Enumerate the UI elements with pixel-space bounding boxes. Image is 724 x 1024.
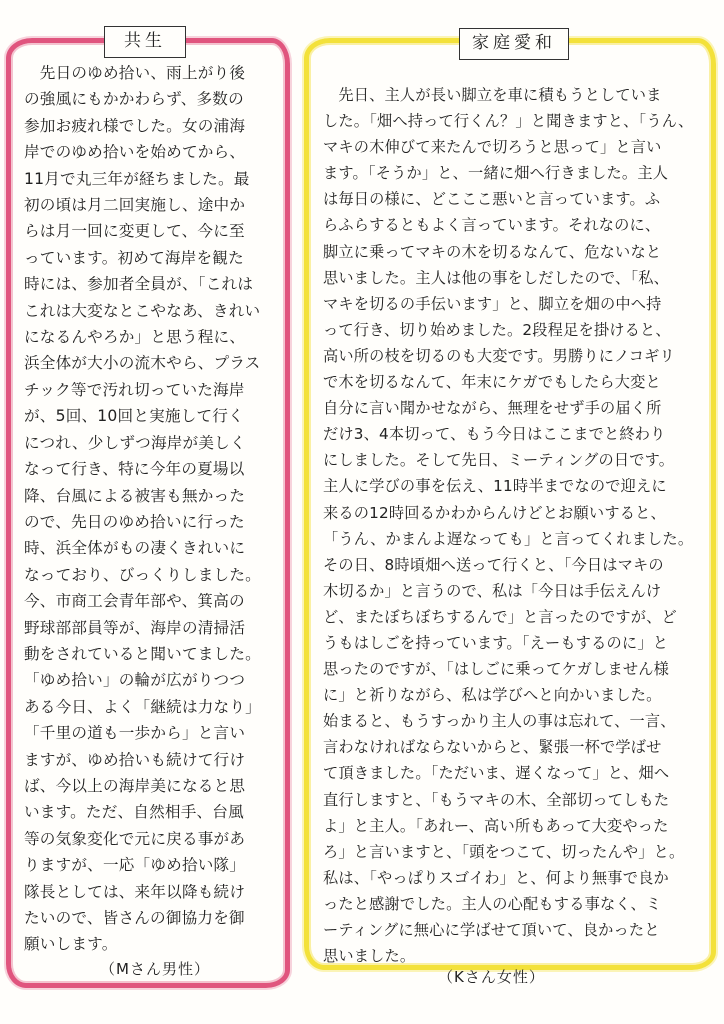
text-line: した。「畑へ持って行くん？」と聞きますと、「うん、: [323, 112, 694, 131]
left-column-body: [24, 60, 280, 958]
text-line: らは月一回に変更して、今に至: [24, 222, 245, 241]
text-line: に」と祈りながら、私は学びへと向かいました。: [323, 686, 662, 705]
text-line: 隊長としては、来年以降も続け: [24, 882, 246, 901]
text-line: ので、先日のゆめ拾いに行った: [24, 512, 245, 531]
text-line: 言わなければならないからと、緊張一杯で学ばせ: [323, 738, 662, 757]
text-line: マキの木伸びて来たんで切ろうと思って」と言い: [323, 138, 662, 157]
text-line: 動をされていると聞いてました。: [24, 644, 261, 663]
text-line: います。ただ、自然相手、台風: [24, 803, 244, 822]
text-line: よ」と主人。「あれー、高い所もあって大変やった: [323, 816, 669, 835]
left-column-signature: （Mさん男性）: [100, 960, 210, 978]
text-line: が、5回、10回と実施して行く: [24, 407, 244, 426]
text-line: なって行き、特に今年の夏場以: [24, 460, 245, 479]
text-line: これは大変なとこやなあ、きれい: [24, 301, 261, 320]
text-line: その日、8時頃畑へ送って行くと、「今日はマキの: [323, 555, 664, 574]
text-line: 参加お疲れ様でした。女の浦海: [24, 116, 246, 135]
text-line: 11月で丸三年が経ちました。最: [24, 169, 250, 188]
text-line: 私は、「やっぱりスゴイわ」と、何より無事で良か: [323, 868, 669, 887]
text-line: 来るの12時回るかわからんけどとお願いすると、: [323, 503, 666, 522]
text-line: チック等で汚れ切っていた海岸: [24, 380, 245, 399]
text-line: っています。初めて海岸を観た: [24, 248, 244, 267]
text-line: にしました。そして先日、ミーティングの日です。: [323, 451, 675, 470]
right-column-title: 家庭愛和: [459, 28, 569, 60]
text-line: 野球部部員等が、海岸の清掃活: [24, 618, 246, 637]
text-line: の強風にもかかわらず、多数の: [24, 90, 244, 109]
text-line: 岸でのゆめ拾いを始めてから、: [24, 143, 246, 162]
text-line: で木を切るなんて、年末にケガでもしたら大変と: [323, 373, 661, 392]
text-line: ーティングに無心に学ばせて頂いて、良かったと: [323, 921, 660, 939]
text-line: になるんやろか」と思う程に、: [24, 328, 246, 347]
text-line: って行き、切り始めました。2段程足を掛けると、: [323, 320, 671, 339]
text-line: 高い所の枝を切るのも大変です。男勝りにノコギリ: [323, 346, 675, 365]
text-line: ます。「そうか」と、一緒に畑へ行きました。主人: [323, 164, 669, 183]
left-column-title: 共生: [104, 26, 186, 58]
text-line: 浜全体が大小の流木やら、プラス: [24, 354, 261, 373]
text-line: 思いました。: [323, 947, 416, 966]
text-line: 願いします。: [24, 935, 118, 954]
text-line: 時には、参加者全員が、「これは: [24, 275, 254, 294]
text-line: りますが、一応「ゆめ拾い隊」: [24, 856, 246, 875]
text-line: ど、またぼちぼちするんで」と言ったのですが、ど: [323, 607, 677, 626]
text-line: 自分に言い聞かせながら、無理をせず手の届く所: [323, 399, 662, 418]
text-line: マキを切るの手伝います」と、脚立を畑の中へ持: [323, 294, 662, 313]
text-line: なっており、びっくりしました。: [24, 565, 261, 584]
text-line: て頂きました。「ただいま、遅くなって」と、畑へ: [323, 764, 670, 783]
text-line: 先日のゆめ拾い、雨上がり後: [24, 64, 246, 82]
text-line: ある今日、よく「継続は力なり」: [24, 697, 261, 716]
right-column-body: [323, 82, 709, 969]
text-line: 脚立に乗ってマキの木を切るなんて、危ないなと: [323, 242, 662, 261]
text-line: ったと感謝でした。主人の心配もする事なく、ミ: [323, 894, 662, 913]
text-line: ろ」と言いますと、「頭をつこて、切ったんや」と。: [323, 842, 685, 861]
text-line: 直行しますと、「もうマキの木、全部切ってしもた: [323, 790, 670, 809]
text-line: 「ゆめ拾い」の輪が広がりつつ: [24, 671, 246, 690]
text-line: 思ったのですが、「はしごに乗ってケガしません様: [323, 660, 670, 679]
text-line: 等の気象変化で元に戻る事があ: [24, 829, 246, 848]
text-line: ば、今以上の海岸美になると思: [24, 776, 246, 795]
text-line: 「うん、かまんよ遅なっても」と言ってくれました。: [323, 529, 694, 548]
text-line: 「千里の道も一歩から」と言い: [24, 724, 246, 743]
text-line: につれ、少しずつ海岸が美しく: [24, 433, 246, 452]
right-column-signature: （Kさん女性）: [438, 968, 545, 986]
text-line: だけ3、4本切って、もう今日はここまでと終わり: [323, 425, 666, 444]
text-line: は毎日の様に、どこここ悪いと言っています。ふ: [323, 190, 661, 209]
text-line: 時、浜全体がもの凄くきれいに: [24, 539, 246, 558]
text-line: 始まると、もうすっかり主人の事は忘れて、一言、: [323, 712, 676, 731]
text-line: 今、市商工会青年部や、箕高の: [24, 592, 245, 611]
text-line: らふらするともよく言っています。それなのに、: [323, 216, 661, 235]
text-line: うもはしごを持っています。「えーもするのに」と: [323, 633, 669, 652]
text-line: 先日、主人が長い脚立を車に積もうとしていま: [323, 86, 662, 104]
text-line: 木切るか」と言うので、私は「今日は手伝えんけ: [323, 581, 662, 600]
text-line: 主人に学びの事を伝え、11時半までなので迎えに: [323, 477, 667, 496]
text-line: たいので、皆さんの御協力を御: [24, 909, 245, 927]
text-line: 降、台風による被害も無かった: [24, 486, 246, 505]
text-line: ますが、ゆめ拾いも続けて行け: [24, 750, 246, 769]
text-line: 思いました。主人は他の事をしだしたので、「私、: [323, 268, 670, 287]
text-line: 初の頃は月二回実施し、途中か: [24, 196, 246, 215]
